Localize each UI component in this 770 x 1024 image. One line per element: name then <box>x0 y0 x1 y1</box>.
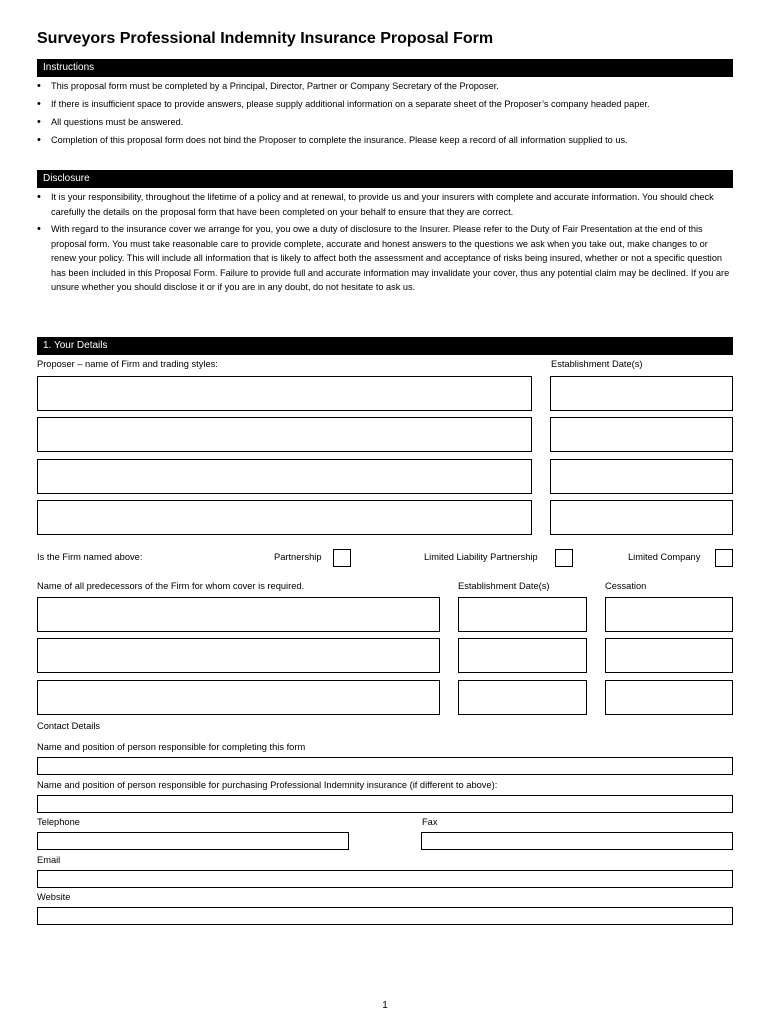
person-purchasing-label: Name and position of person responsible for purchasing Professional Indemnity insurance (if different to above): <box>37 780 498 790</box>
disclosure-item: • It is your responsibility, throughout the lifetime of a policy and at renewal, to provide us and your insurers with complete and accurate information. You should check carefully the details on the proposal form that have been completed on your behalf to ensure that they are correct. <box>37 190 735 219</box>
page-number: 1 <box>382 1000 388 1011</box>
disclosure-heading: Disclosure <box>37 170 733 188</box>
cessation-label: Cessation <box>605 581 647 591</box>
instruction-item: • Completion of this proposal form does not bind the Proposer to complete the insurance. Please keep a record of all information supplied to us. <box>37 133 737 148</box>
proposer-name-field[interactable] <box>37 500 532 535</box>
predecessor-name-field[interactable] <box>37 638 440 673</box>
disclosure-list <box>37 190 735 295</box>
pred-establishment-label: Establishment Date(s) <box>458 581 550 591</box>
limited-company-label: Limited Company <box>628 552 701 562</box>
telephone-field[interactable] <box>37 832 349 850</box>
predecessor-cessation-field[interactable] <box>605 597 733 632</box>
telephone-label: Telephone <box>37 817 80 827</box>
person-purchasing-field[interactable] <box>37 795 733 813</box>
website-label: Website <box>37 892 71 902</box>
llp-label: Limited Liability Partnership <box>424 552 538 562</box>
person-completing-label: Name and position of person responsible for completing this form <box>37 742 306 752</box>
instruction-item: • All questions must be answered. <box>37 115 737 130</box>
email-field[interactable] <box>37 870 733 888</box>
proposer-name-field[interactable] <box>37 417 532 452</box>
contact-details-label: Contact Details <box>37 721 101 731</box>
your-details-heading: 1. Your Details <box>37 337 733 355</box>
predecessors-label: Name of all predecessors of the Firm for whom cover is required. <box>37 581 305 591</box>
establishment-date-field[interactable] <box>550 417 733 452</box>
predecessor-establishment-field[interactable] <box>458 680 587 715</box>
instruction-item: • If there is insufficient space to provide answers, please supply additional information on a separate sheet of the Proposer’s company headed paper. <box>37 97 737 112</box>
disclosure-item: • With regard to the insurance cover we arrange for you, you owe a duty of disclosure to the Insurer. Please refer to the Duty of Fair Presentation at the end of this proposal form. You must take reasonable care to provide complete, accurate and honest answers to the questions we ask when you take out, make changes to or renew your policy. This will include all information that is likely to affect both the assessment and acceptance of risks being insured, whether or not a specific question has been included in this Proposal Form. Failure to provide full and accurate information may invalidate your cover, thus any potential claim may be declined. If you are unsure whether you should disclose it or if you are in any doubt, do not hesitate to ask us. <box>37 222 735 295</box>
person-completing-field[interactable] <box>37 757 733 775</box>
proposer-label: Proposer – name of Firm and trading styles: <box>37 359 218 369</box>
establishment-label: Establishment Date(s) <box>551 359 643 369</box>
predecessor-establishment-field[interactable] <box>458 597 587 632</box>
fax-field[interactable] <box>421 832 733 850</box>
partnership-label: Partnership <box>274 552 322 562</box>
predecessor-name-field[interactable] <box>37 680 440 715</box>
instruction-item: • This proposal form must be completed by a Principal, Director, Partner or Company Secretary of the Proposer. <box>37 79 737 94</box>
predecessor-name-field[interactable] <box>37 597 440 632</box>
establishment-date-field[interactable] <box>550 376 733 411</box>
instructions-heading: Instructions <box>37 59 733 77</box>
proposer-name-field[interactable] <box>37 459 532 494</box>
predecessor-cessation-field[interactable] <box>605 680 733 715</box>
limited-company-checkbox[interactable] <box>715 549 733 567</box>
email-label: Email <box>37 855 61 865</box>
proposer-name-field[interactable] <box>37 376 532 411</box>
predecessor-establishment-field[interactable] <box>458 638 587 673</box>
website-field[interactable] <box>37 907 733 925</box>
llp-checkbox[interactable] <box>555 549 573 567</box>
partnership-checkbox[interactable] <box>333 549 351 567</box>
predecessor-cessation-field[interactable] <box>605 638 733 673</box>
form-title: Surveyors Professional Indemnity Insurance Proposal Form <box>37 30 494 47</box>
fax-label: Fax <box>422 817 438 827</box>
establishment-date-field[interactable] <box>550 500 733 535</box>
instructions-list <box>37 79 737 148</box>
establishment-date-field[interactable] <box>550 459 733 494</box>
firm-type-label: Is the Firm named above: <box>37 552 143 562</box>
